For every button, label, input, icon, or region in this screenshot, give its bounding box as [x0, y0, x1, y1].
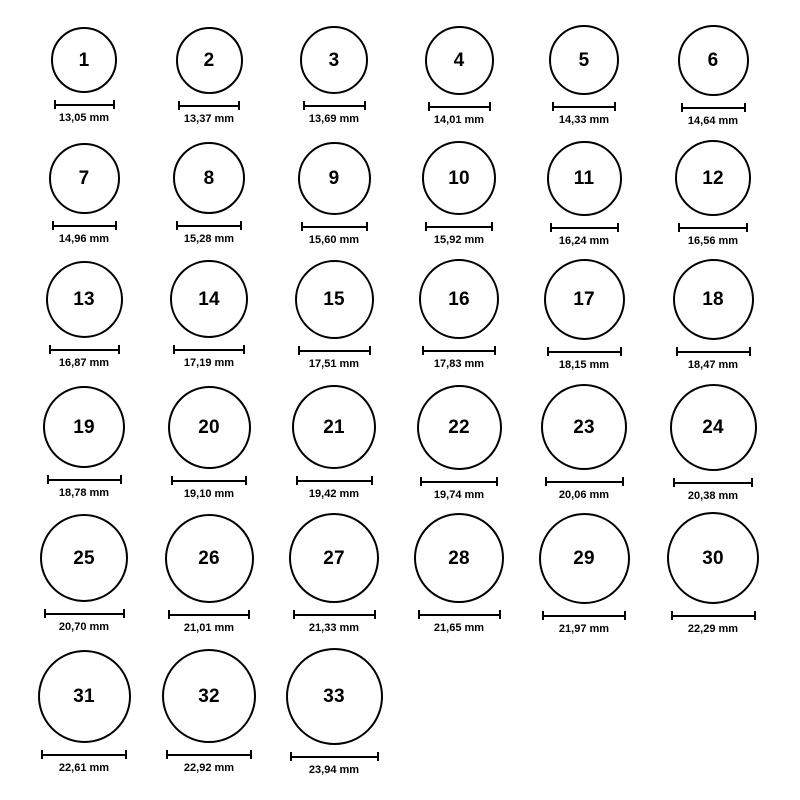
ring-circle — [43, 386, 125, 468]
diameter-label: 20,70 mm — [58, 621, 110, 633]
measure-line — [545, 481, 624, 483]
diameter-label: 13,37 mm — [183, 112, 235, 125]
ring-circle — [49, 143, 120, 214]
ring-size-number: 1 — [78, 49, 90, 71]
diameter-measure — [49, 345, 120, 369]
ring-size-item — [292, 385, 376, 500]
ring-size-number: 5 — [578, 49, 590, 71]
ring-size-item — [678, 25, 749, 127]
diameter-label: 21,65 mm — [433, 622, 485, 634]
ring-circle — [417, 385, 502, 470]
measure-tick-left — [542, 611, 544, 620]
measure-bar-icon — [52, 221, 117, 230]
measure-bar-icon — [171, 476, 247, 485]
ring-circle — [670, 384, 757, 471]
ring-circle — [425, 26, 494, 95]
measure-bar-icon — [176, 221, 242, 230]
measure-tick-left — [168, 610, 170, 619]
measure-tick-right — [366, 222, 368, 231]
measure-bar-icon — [418, 610, 501, 619]
measure-line — [41, 754, 127, 756]
diameter-measure — [552, 102, 616, 126]
measure-tick-left — [49, 345, 51, 354]
diameter-measure — [178, 101, 240, 125]
ring-size-number: 20 — [198, 416, 220, 438]
ring-circle — [539, 513, 630, 604]
diameter-label: 13,69 mm — [308, 113, 360, 125]
ring-circle — [298, 142, 371, 215]
measure-bar-icon — [422, 346, 496, 355]
diameter-measure — [422, 346, 496, 370]
measure-tick-left — [173, 345, 175, 354]
diameter-measure — [44, 609, 125, 633]
ring-circle — [414, 513, 504, 603]
measure-line — [296, 480, 373, 482]
measure-tick-right — [614, 102, 616, 111]
measure-tick-right — [624, 611, 626, 620]
measure-tick-right — [120, 475, 122, 484]
measure-tick-right — [243, 345, 245, 354]
ring-size-number: 8 — [203, 167, 215, 189]
measure-bar-icon — [54, 100, 115, 109]
measure-bar-icon — [547, 347, 622, 356]
diameter-label: 21,01 mm — [183, 621, 235, 634]
measure-tick-right — [751, 478, 753, 487]
measure-bar-icon — [303, 101, 366, 110]
ring-size-number: 7 — [78, 167, 90, 189]
ring-circle — [419, 259, 499, 339]
ring-size-item — [547, 141, 622, 247]
measure-line — [176, 225, 242, 227]
measure-tick-right — [245, 476, 247, 485]
ring-circle — [292, 385, 376, 469]
ring-size-number: 18 — [702, 288, 724, 310]
measure-tick-right — [371, 476, 373, 485]
measure-tick-right — [369, 346, 371, 355]
measure-line — [542, 615, 626, 617]
measure-tick-right — [746, 223, 748, 232]
diameter-measure — [298, 346, 371, 370]
measure-tick-left — [676, 347, 678, 356]
measure-bar-icon — [420, 477, 498, 486]
diameter-measure — [168, 610, 250, 634]
measure-line — [676, 351, 751, 353]
measure-tick-left — [547, 347, 549, 356]
ring-circle — [51, 27, 117, 93]
measure-tick-right — [754, 611, 756, 620]
measure-bar-icon — [293, 610, 376, 619]
ring-circle — [673, 259, 754, 340]
ring-circle — [38, 650, 131, 743]
measure-line — [678, 227, 748, 229]
measure-tick-right — [240, 221, 242, 230]
ring-size-item — [425, 26, 494, 126]
measure-bar-icon — [178, 101, 240, 110]
ring-circle — [300, 26, 368, 94]
measure-tick-right — [749, 347, 751, 356]
measure-bar-icon — [425, 222, 493, 231]
ring-size-number: 2 — [203, 49, 215, 71]
diameter-label: 22,61 mm — [58, 761, 110, 774]
diameter-label: 16,24 mm — [558, 234, 610, 247]
measure-line — [168, 614, 250, 616]
measure-tick-left — [166, 750, 168, 759]
ring-size-number: 33 — [323, 685, 345, 707]
diameter-measure — [671, 611, 756, 635]
ring-size-item — [173, 142, 245, 245]
ring-size-number: 3 — [328, 49, 340, 71]
ring-circle — [544, 259, 625, 340]
ring-size-number: 29 — [573, 547, 595, 569]
measure-line — [428, 106, 491, 108]
diameter-measure — [673, 478, 753, 502]
measure-tick-right — [489, 102, 491, 111]
measure-tick-right — [115, 221, 117, 230]
diameter-measure — [41, 750, 127, 774]
measure-bar-icon — [301, 222, 368, 231]
measure-bar-icon — [47, 475, 122, 484]
diameter-measure — [166, 750, 252, 774]
diameter-label: 19,74 mm — [433, 488, 485, 501]
measure-tick-left — [298, 346, 300, 355]
measure-bar-icon — [290, 752, 379, 761]
diameter-label: 22,92 mm — [183, 762, 235, 774]
diameter-measure — [542, 611, 626, 635]
ring-circle — [422, 141, 496, 215]
measure-tick-left — [545, 477, 547, 486]
ring-size-number: 15 — [323, 288, 345, 310]
ring-size-number: 32 — [198, 685, 220, 707]
measure-tick-left — [303, 101, 305, 110]
diameter-label: 18,47 mm — [687, 358, 739, 371]
diameter-label: 18,78 mm — [58, 487, 110, 499]
ring-circle — [289, 513, 379, 603]
ring-size-item — [40, 514, 128, 633]
ring-size-number: 17 — [573, 288, 595, 310]
measure-bar-icon — [166, 750, 252, 759]
diameter-measure — [293, 610, 376, 634]
ring-size-item — [49, 143, 120, 245]
diameter-measure — [176, 221, 242, 245]
diameter-label: 17,51 mm — [308, 357, 360, 370]
diameter-measure — [420, 477, 498, 501]
ring-circle — [173, 142, 245, 214]
measure-bar-icon — [168, 610, 250, 619]
measure-line — [303, 105, 366, 107]
ring-size-number: 25 — [73, 547, 95, 569]
ring-size-number: 4 — [453, 49, 465, 71]
ring-size-item — [541, 384, 627, 501]
measure-line — [298, 350, 371, 352]
measure-tick-right — [113, 100, 115, 109]
ring-size-number: 13 — [73, 288, 95, 310]
measure-line — [166, 754, 252, 756]
diameter-label: 13,05 mm — [58, 112, 110, 124]
ring-size-number: 12 — [702, 167, 724, 189]
diameter-label: 21,97 mm — [558, 622, 610, 635]
measure-tick-left — [425, 222, 427, 231]
measure-tick-left — [681, 103, 683, 112]
measure-tick-left — [550, 223, 552, 232]
measure-bar-icon — [681, 103, 746, 112]
measure-line — [418, 614, 501, 616]
measure-line — [547, 351, 622, 353]
diameter-label: 17,83 mm — [433, 358, 485, 370]
ring-circle — [541, 384, 627, 470]
measure-line — [52, 225, 117, 227]
measure-line — [171, 480, 247, 482]
ring-size-number: 16 — [448, 288, 470, 310]
diameter-measure — [681, 103, 746, 127]
measure-line — [47, 479, 122, 481]
measure-line — [173, 349, 245, 351]
measure-line — [178, 105, 240, 107]
ring-size-item — [162, 649, 256, 774]
diameter-measure — [678, 223, 748, 247]
ring-circle — [168, 386, 251, 469]
diameter-measure — [54, 100, 115, 124]
measure-bar-icon — [550, 223, 619, 232]
diameter-measure — [47, 475, 122, 499]
measure-tick-right — [123, 609, 125, 618]
ring-size-number: 26 — [198, 547, 220, 569]
measure-tick-left — [552, 102, 554, 111]
ring-size-item — [673, 259, 754, 371]
measure-bar-icon — [49, 345, 120, 354]
ring-circle — [165, 514, 254, 603]
ring-size-item — [670, 384, 757, 502]
ring-size-item — [300, 26, 368, 125]
diameter-label: 21,33 mm — [308, 622, 360, 634]
ring-size-number: 9 — [328, 167, 340, 189]
measure-bar-icon — [44, 609, 125, 618]
measure-tick-left — [671, 611, 673, 620]
measure-line — [422, 350, 496, 352]
measure-tick-right — [250, 750, 252, 759]
measure-bar-icon — [671, 611, 756, 620]
diameter-measure — [547, 347, 622, 371]
measure-line — [49, 349, 120, 351]
ring-size-item — [675, 140, 751, 247]
ring-size-item — [38, 650, 131, 774]
diameter-label: 23,94 mm — [308, 763, 360, 776]
diameter-measure — [545, 477, 624, 501]
diameter-label: 15,92 mm — [433, 234, 485, 246]
measure-tick-left — [178, 101, 180, 110]
diameter-label: 14,33 mm — [558, 114, 610, 126]
measure-line — [671, 615, 756, 617]
measure-tick-right — [744, 103, 746, 112]
diameter-label: 18,15 mm — [558, 358, 610, 371]
ring-circle — [675, 140, 751, 216]
measure-tick-left — [420, 477, 422, 486]
measure-line — [681, 107, 746, 109]
diameter-label: 20,06 mm — [558, 489, 610, 501]
diameter-measure — [550, 223, 619, 247]
measure-tick-right — [118, 345, 120, 354]
measure-tick-left — [422, 346, 424, 355]
ring-size-item — [539, 513, 630, 635]
diameter-measure — [296, 476, 373, 500]
ring-size-item — [286, 648, 383, 776]
diameter-label: 20,38 mm — [687, 489, 739, 502]
ring-circle — [40, 514, 128, 602]
ring-size-item — [549, 25, 619, 126]
diameter-measure — [171, 476, 247, 500]
ring-size-number: 24 — [702, 416, 724, 438]
measure-line — [290, 756, 379, 758]
measure-tick-right — [494, 346, 496, 355]
measure-tick-right — [491, 222, 493, 231]
measure-tick-left — [52, 221, 54, 230]
ring-size-number: 21 — [323, 416, 345, 438]
measure-tick-left — [171, 476, 173, 485]
measure-line — [54, 104, 115, 106]
ring-circle — [295, 260, 374, 339]
diameter-measure — [418, 610, 501, 634]
ring-size-item — [422, 141, 496, 246]
diameter-label: 19,10 mm — [183, 487, 235, 500]
measure-bar-icon — [41, 750, 127, 759]
ring-size-item — [417, 385, 502, 501]
diameter-label: 14,64 mm — [687, 114, 739, 127]
measure-bar-icon — [545, 477, 624, 486]
measure-tick-left — [47, 475, 49, 484]
ring-size-number: 6 — [707, 49, 719, 71]
ring-circle — [162, 649, 256, 743]
ring-size-number: 22 — [448, 416, 470, 438]
ring-circle — [176, 27, 243, 94]
measure-bar-icon — [552, 102, 616, 111]
diameter-measure — [301, 222, 368, 246]
measure-line — [673, 482, 753, 484]
measure-tick-left — [44, 609, 46, 618]
ring-size-item — [419, 259, 499, 370]
measure-tick-left — [296, 476, 298, 485]
measure-line — [552, 106, 616, 108]
ring-size-number: 10 — [448, 167, 470, 189]
ring-size-number: 28 — [448, 547, 470, 569]
diameter-label: 17,19 mm — [183, 357, 235, 369]
ring-circle — [46, 261, 123, 338]
ring-size-item — [46, 261, 123, 369]
ring-size-number: 30 — [702, 547, 724, 569]
ring-size-item — [170, 260, 248, 369]
measure-tick-right — [622, 477, 624, 486]
measure-tick-right — [617, 223, 619, 232]
diameter-measure — [428, 102, 491, 126]
measure-tick-left — [293, 610, 295, 619]
diameter-label: 15,28 mm — [183, 233, 235, 245]
measure-tick-right — [248, 610, 250, 619]
measure-line — [425, 226, 493, 228]
measure-tick-right — [238, 101, 240, 110]
measure-line — [420, 481, 498, 483]
measure-bar-icon — [173, 345, 245, 354]
measure-line — [293, 614, 376, 616]
diameter-label: 22,29 mm — [687, 623, 739, 635]
diameter-measure — [173, 345, 245, 369]
ring-circle — [286, 648, 383, 745]
ring-circle — [678, 25, 749, 96]
diameter-label: 16,56 mm — [687, 235, 739, 247]
ring-size-number: 11 — [573, 167, 595, 189]
ring-size-item — [414, 513, 504, 634]
diameter-label: 16,87 mm — [58, 356, 110, 369]
diameter-measure — [425, 222, 493, 246]
measure-bar-icon — [296, 476, 373, 485]
measure-line — [550, 227, 619, 229]
measure-tick-right — [496, 477, 498, 486]
measure-tick-left — [290, 752, 292, 761]
diameter-label: 15,60 mm — [308, 233, 360, 246]
measure-tick-left — [176, 221, 178, 230]
measure-tick-right — [125, 750, 127, 759]
measure-bar-icon — [298, 346, 371, 355]
measure-tick-left — [428, 102, 430, 111]
diameter-label: 14,01 mm — [433, 113, 485, 126]
measure-bar-icon — [673, 478, 753, 487]
measure-line — [301, 226, 368, 228]
ring-size-item — [667, 512, 759, 635]
measure-bar-icon — [676, 347, 751, 356]
measure-bar-icon — [542, 611, 626, 620]
measure-tick-left — [41, 750, 43, 759]
ring-size-item — [544, 259, 625, 371]
ring-size-number: 31 — [73, 685, 95, 707]
diameter-measure — [52, 221, 117, 245]
ring-circle — [667, 512, 759, 604]
diameter-label: 19,42 mm — [308, 488, 360, 500]
ring-size-number: 27 — [323, 547, 345, 569]
measure-tick-right — [364, 101, 366, 110]
measure-tick-right — [620, 347, 622, 356]
ring-size-number: 14 — [198, 288, 220, 310]
diameter-label: 14,96 mm — [58, 232, 110, 245]
measure-tick-left — [673, 478, 675, 487]
ring-size-item — [289, 513, 379, 634]
measure-tick-left — [301, 222, 303, 231]
measure-tick-left — [418, 610, 420, 619]
measure-bar-icon — [428, 102, 491, 111]
ring-size-item — [168, 386, 251, 500]
measure-line — [44, 613, 125, 615]
ring-circle — [547, 141, 622, 216]
ring-size-item — [51, 27, 117, 124]
ring-size-item — [295, 260, 374, 370]
ring-size-item — [298, 142, 371, 246]
measure-tick-right — [377, 752, 379, 761]
ring-size-item — [176, 27, 243, 125]
measure-tick-left — [54, 100, 56, 109]
diameter-measure — [290, 752, 379, 776]
measure-tick-right — [499, 610, 501, 619]
measure-bar-icon — [678, 223, 748, 232]
ring-size-item — [43, 386, 125, 499]
diameter-measure — [303, 101, 366, 125]
ring-size-number: 23 — [573, 416, 595, 438]
ring-size-item — [165, 514, 254, 634]
measure-tick-left — [678, 223, 680, 232]
ring-circle — [549, 25, 619, 95]
ring-size-number: 19 — [73, 416, 95, 438]
ring-circle — [170, 260, 248, 338]
diameter-measure — [676, 347, 751, 371]
measure-tick-right — [374, 610, 376, 619]
